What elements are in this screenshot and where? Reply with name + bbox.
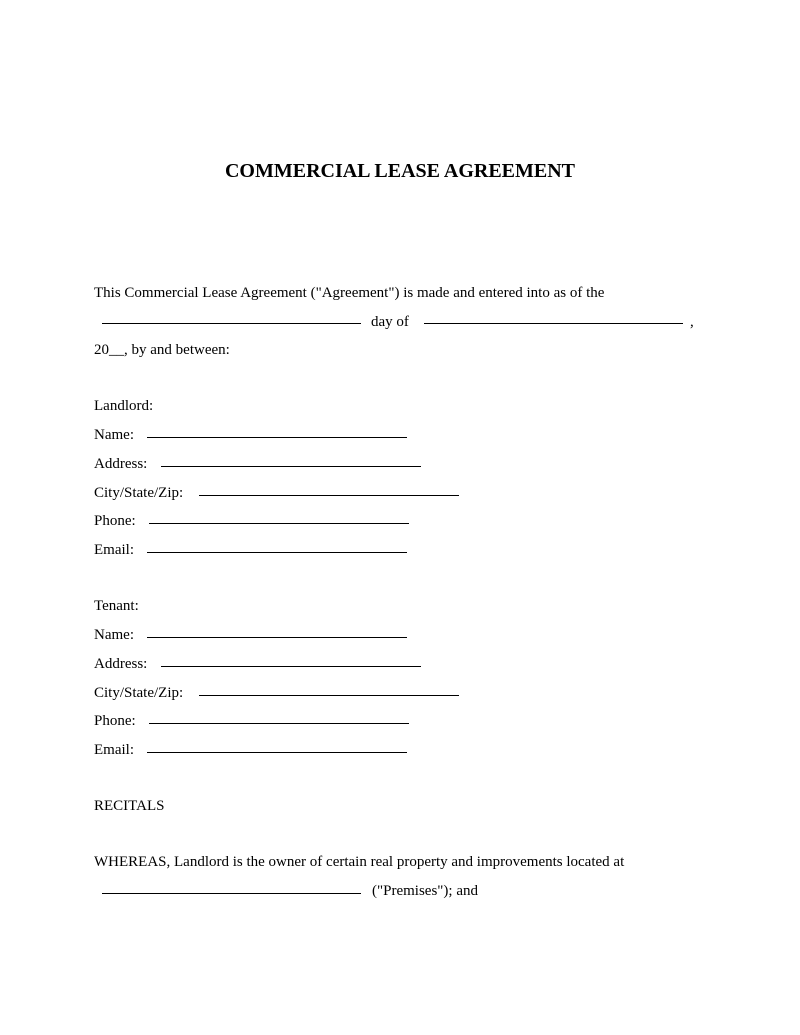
premises-address-blank[interactable] (102, 893, 361, 894)
date-month-blank[interactable] (424, 323, 683, 324)
intro-line-1: This Commercial Lease Agreement ("Agreement") is made and entered into as of the (94, 285, 605, 301)
tenant-city-field[interactable] (199, 695, 459, 696)
tenant-email-field[interactable] (147, 752, 407, 753)
tenant-heading: Tenant: (94, 598, 139, 614)
date-day-blank[interactable] (102, 323, 361, 324)
landlord-city-label: City/State/Zip: (94, 485, 184, 501)
day-of-text: day of (371, 314, 409, 330)
tenant-name-label: Name: (94, 627, 134, 643)
landlord-email-label: Email: (94, 542, 134, 558)
landlord-city-field[interactable] (199, 495, 459, 496)
landlord-name-label: Name: (94, 427, 134, 443)
landlord-heading: Landlord: (94, 398, 154, 414)
intro-line-3: 20__, by and between: (94, 342, 230, 358)
tenant-phone-field[interactable] (149, 723, 409, 724)
tenant-phone-label: Phone: (94, 713, 136, 729)
premises-text: ("Premises"); and (372, 883, 478, 899)
landlord-address-field[interactable] (161, 466, 421, 467)
landlord-address-label: Address: (94, 456, 148, 472)
document-title: COMMERCIAL LEASE AGREEMENT (224, 160, 576, 182)
recitals-heading: RECITALS (94, 798, 165, 814)
landlord-email-field[interactable] (147, 552, 407, 553)
whereas-paragraph: WHEREAS, Landlord is the owner of certain real property and improvements located at (94, 854, 625, 870)
tenant-name-field[interactable] (147, 637, 407, 638)
tenant-city-label: City/State/Zip: (94, 685, 184, 701)
date-comma: , (690, 314, 694, 330)
landlord-phone-field[interactable] (149, 523, 409, 524)
tenant-address-field[interactable] (161, 666, 421, 667)
landlord-phone-label: Phone: (94, 513, 136, 529)
landlord-name-field[interactable] (147, 437, 407, 438)
tenant-email-label: Email: (94, 742, 134, 758)
tenant-address-label: Address: (94, 656, 148, 672)
